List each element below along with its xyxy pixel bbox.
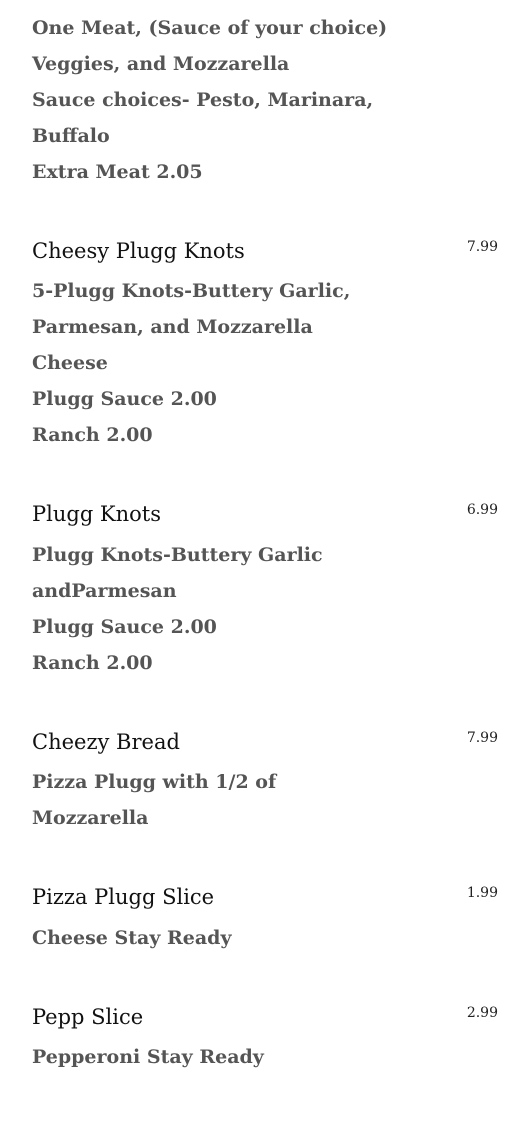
item-price-cheesy-plugg-knots: 7.99 bbox=[466, 239, 498, 255]
description-line: Ranch 2.00 bbox=[32, 424, 153, 446]
item-description-cheesy-plugg-knots bbox=[32, 273, 392, 453]
item-title-cheezy-bread[interactable]: Cheezy Bread bbox=[32, 730, 180, 754]
item-price-cheezy-bread: 7.99 bbox=[466, 730, 498, 746]
description-line: Pepperoni Stay Ready bbox=[32, 1046, 264, 1068]
description-line: Plugg Sauce 2.00 bbox=[32, 388, 217, 410]
description-line: Plugg Sauce 2.00 bbox=[32, 616, 217, 638]
description-line: Buffalo bbox=[32, 125, 110, 147]
item-title-cheesy-plugg-knots[interactable]: Cheesy Plugg Knots bbox=[32, 239, 245, 263]
item-description-pizza-plugg-slice bbox=[32, 920, 392, 956]
item-title-pepp-slice[interactable]: Pepp Slice bbox=[32, 1005, 144, 1029]
item-description-pepp-slice bbox=[32, 1039, 392, 1075]
item-price-pizza-plugg-slice: 1.99 bbox=[466, 885, 498, 901]
item-description-cheezy-bread bbox=[32, 764, 392, 836]
description-line: andParmesan bbox=[32, 580, 177, 602]
description-line: Cheese bbox=[32, 352, 108, 374]
item-title-pizza-plugg-slice[interactable]: Pizza Plugg Slice bbox=[32, 885, 215, 909]
description-line: Pizza Plugg with 1/2 of bbox=[32, 771, 277, 793]
description-line: Ranch 2.00 bbox=[32, 652, 153, 674]
description-line: 5-Plugg Knots-Buttery Garlic, bbox=[32, 280, 351, 302]
item-title-plugg-knots[interactable]: Plugg Knots bbox=[32, 502, 162, 526]
item-price-plugg-knots: 6.99 bbox=[466, 502, 498, 518]
item-description-top bbox=[32, 10, 392, 190]
description-line: Veggies, and Mozzarella bbox=[32, 53, 290, 75]
item-price-pepp-slice: 2.99 bbox=[466, 1005, 498, 1021]
item-description-plugg-knots bbox=[32, 537, 392, 681]
description-line: Parmesan, and Mozzarella bbox=[32, 316, 313, 338]
description-line: Extra Meat 2.05 bbox=[32, 161, 203, 183]
description-line: Plugg Knots-Buttery Garlic bbox=[32, 544, 323, 566]
description-line: Sauce choices- Pesto, Marinara, bbox=[32, 89, 374, 111]
description-line: Cheese Stay Ready bbox=[32, 927, 232, 949]
description-line: One Meat, (Sauce of your choice) bbox=[32, 17, 388, 39]
description-line: Mozzarella bbox=[32, 807, 149, 829]
